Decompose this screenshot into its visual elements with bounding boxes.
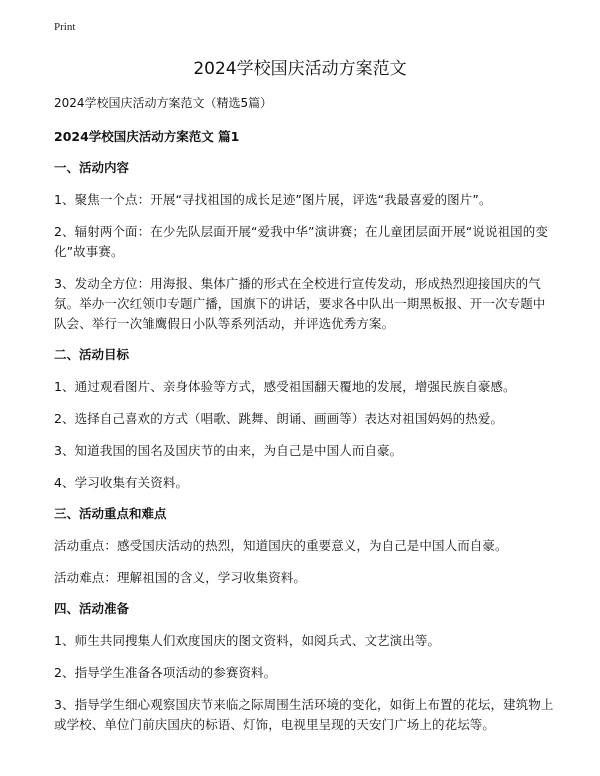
paragraph: 3、知道我国的国名及国庆节的由来，为自己是中国人而自豪。 xyxy=(54,443,403,458)
section-heading: 四、活动准备 xyxy=(54,601,130,616)
section-activity-goals xyxy=(54,346,554,493)
section-activity-preparation xyxy=(54,600,554,735)
section-heading: 一、活动内容 xyxy=(54,160,130,175)
paragraph: 3、指导学生细心观察国庆节来临之际周围生活环境的变化，如街上布置的花坛，建筑物上或学校、单位门前庆国庆的标语、灯饰，电视里呈现的天安门广场上的花坛等。 xyxy=(54,697,554,732)
section-heading: 三、活动重点和难点 xyxy=(54,506,167,521)
document-subtitle: 2024学校国庆活动方案范文（精选5篇） xyxy=(54,96,273,110)
print-link[interactable]: Print xyxy=(54,21,76,33)
paragraph: 活动难点：理解祖国的含义，学习收集资料。 xyxy=(54,570,307,585)
paragraph: 1、聚焦一个点：开展“寻找祖国的成长足迹”图片展，评选“我最喜爱的图片”。 xyxy=(54,192,492,207)
paragraph: 活动重点：感受国庆活动的热烈，知道国庆的重要意义，为自己是中国人而自豪。 xyxy=(54,538,508,553)
page-title: 2024学校国庆活动方案范文 xyxy=(193,59,407,79)
paragraph: 2、辐射两个面：在少先队层面开展“爱我中华”演讲赛；在儿童团层面开展“说说祖国的变化”故事赛。 xyxy=(54,224,548,259)
paragraph: 1、通过观看图片、亲身体验等方式，感受祖国翻天覆地的发展，增强民族自豪感。 xyxy=(54,379,516,394)
paragraph: 2、选择自己喜欢的方式（唱歌、跳舞、朗诵、画画等）表达对祖国妈妈的热爱。 xyxy=(54,411,504,426)
document-body xyxy=(54,94,554,747)
paragraph: 4、学习收集有关资料。 xyxy=(54,475,189,490)
section-focus-and-difficulty xyxy=(54,505,554,588)
paragraph: 2、指导学生准备各项活动的参赛资料。 xyxy=(54,665,277,680)
section-activity-content xyxy=(54,159,554,334)
article-heading: 2024学校国庆活动方案范文 篇1 xyxy=(54,129,240,144)
section-heading: 二、活动目标 xyxy=(54,347,130,362)
paragraph: 3、发动全方位：用海报、集体广播的形式在全校进行宣传发动，形成热烈迎接国庆的气氛。举办一次红领巾专题广播，国旗下的讲话，要求各中队出一期黑板报、开一次专题中队会、举行一次雏鹰假日小队等系列活动，并评选优秀方案。 xyxy=(54,276,546,331)
paragraph: 1、师生共同搜集人们欢度国庆的图文资料，如阅兵式、文艺演出等。 xyxy=(54,633,441,648)
